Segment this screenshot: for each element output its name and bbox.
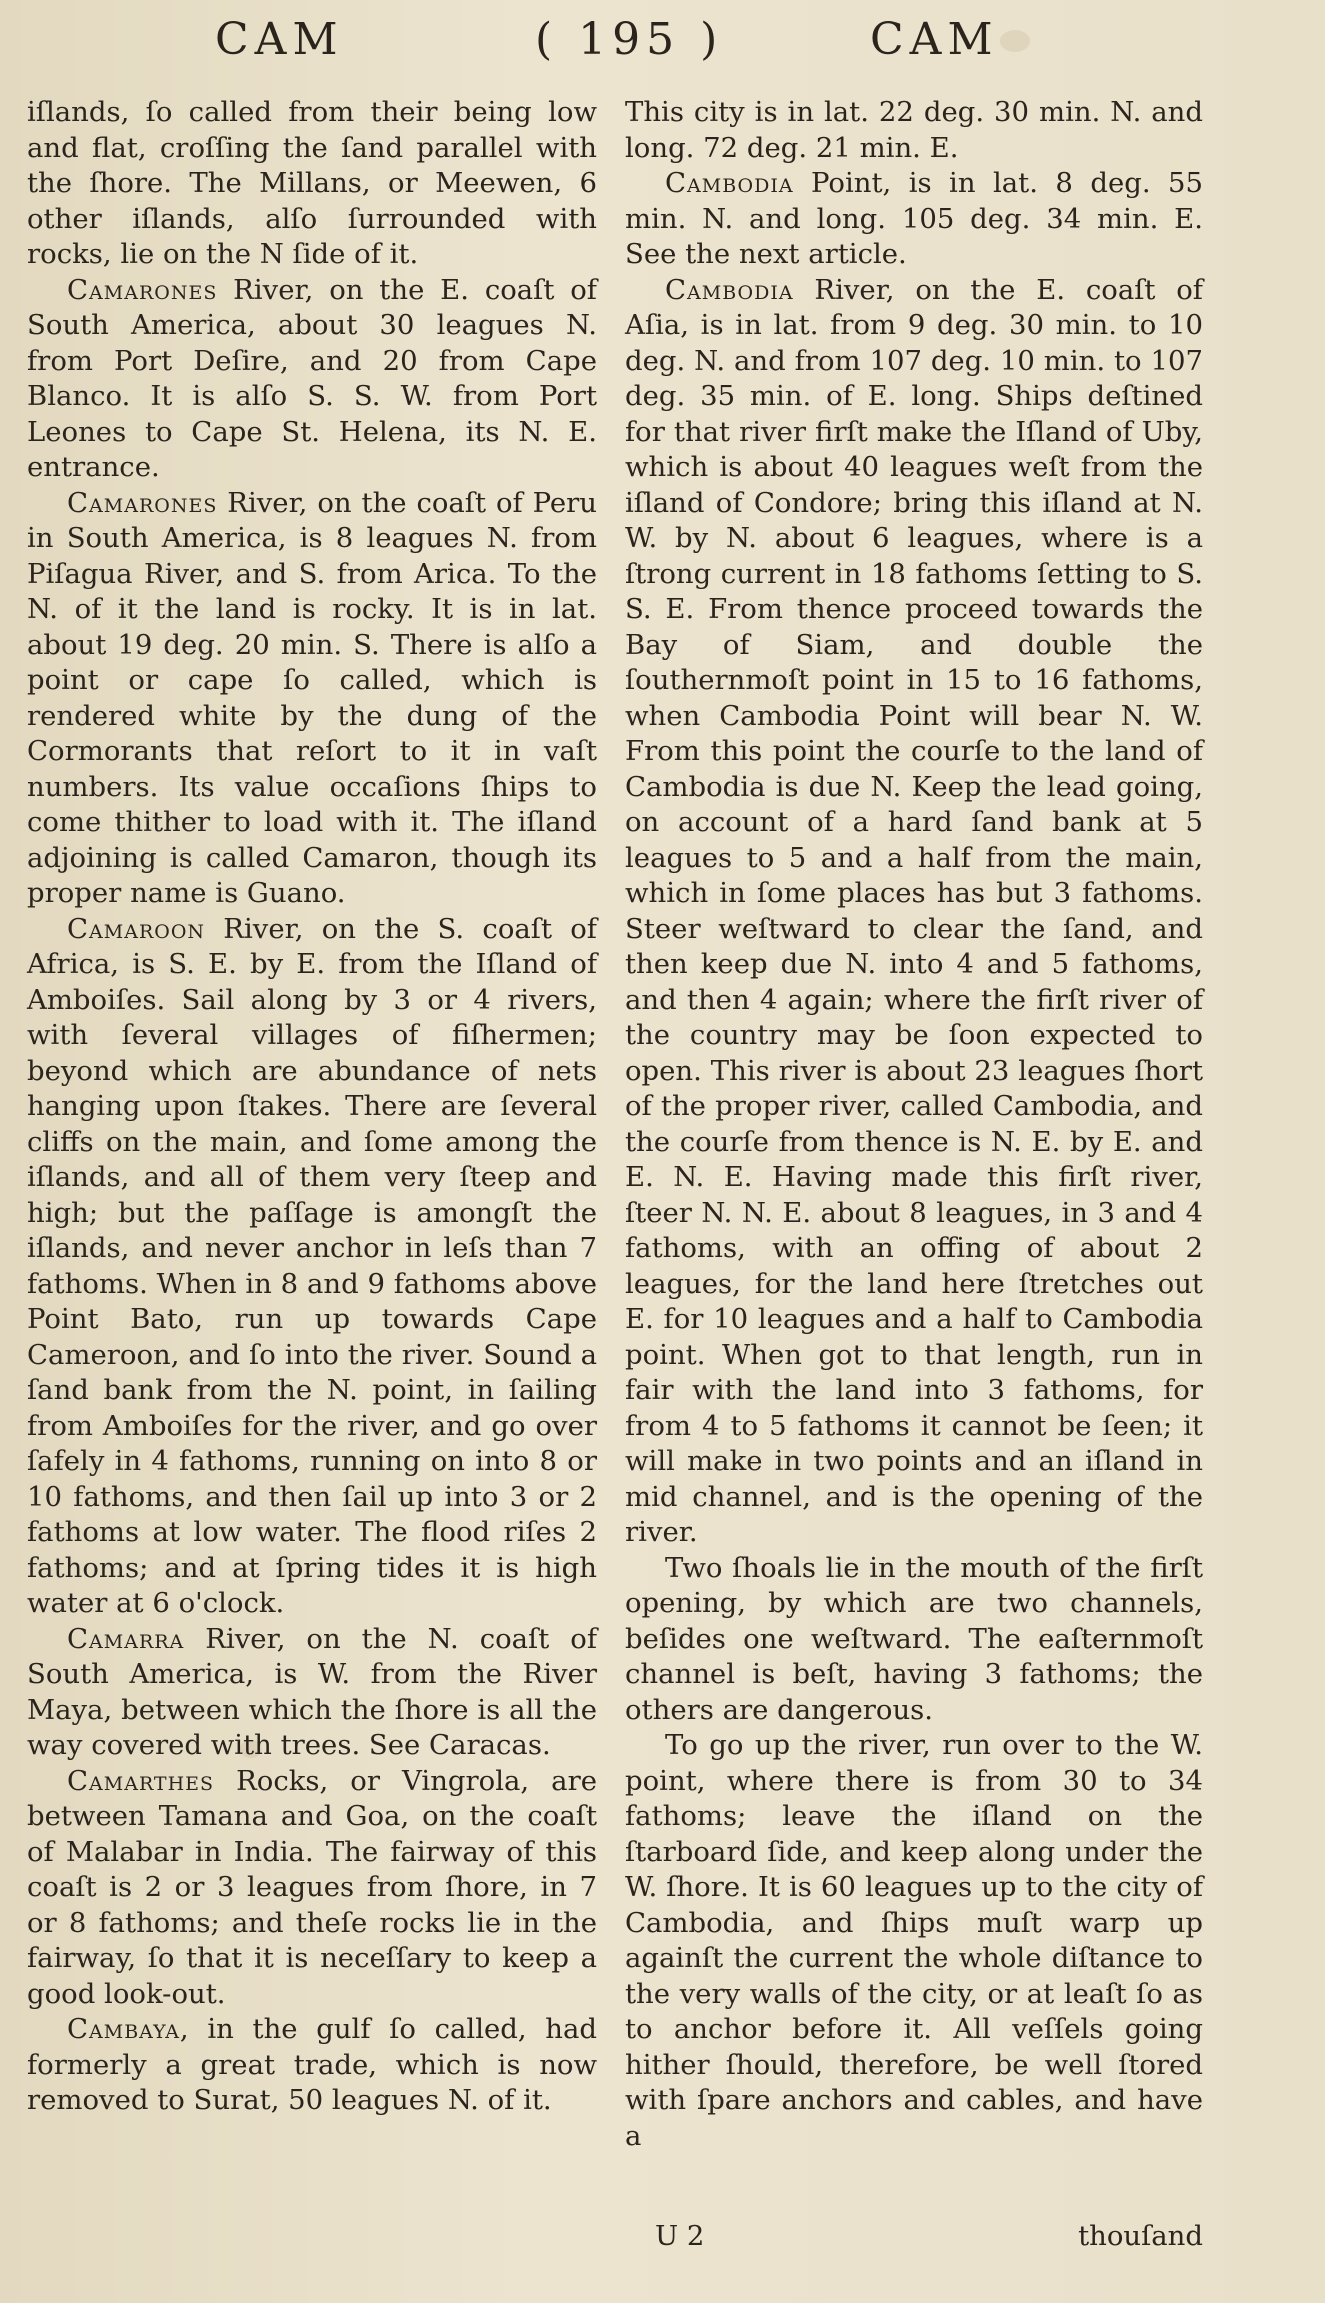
entry-paragraph: Camarra River, on the N. coaſt of South America, is W. from the River Maya, between which the ſhore is all the way covered with trees. See Caracas. (27, 1622, 597, 1761)
entry-headword: Camarra (67, 1622, 185, 1655)
entry-paragraph: Camaroon River, on the S. coaſt of Africa, is S. E. by E. from the Iſland of Amboiſes. Sail along by 3 or 4 rivers, with ſeveral villages of fiſhermen; beyond which are abundance of nets hanging upon ſtakes. There are ſeveral cliffs on the main, and ſome among the iſlands, and all of them very ſteep and high; but the paſſage is amongſt the iſlands, and never anchor in leſs than 7 fathoms. When in 8 and 9 fathoms above Point Bato, run up towards Cape Cameroon, and ſo into the river. Sound a ſand bank from the N. point, in ſailing from Amboiſes for the river, and go over ſafely in 4 fathoms, running on into 8 or 10 fathoms, and then ſail up into 3 or 2 fathoms at low water. The flood riſes 2 fathoms; and at ſpring tides it is high water at 6 o'clock. (27, 912, 597, 1619)
entry-headword: Camarthes (67, 1764, 215, 1797)
entry-paragraph: Cambodia River, on the E. coaſt of Aſia, is in lat. from 9 deg. 30 min. to 10 deg. N. and from 107 deg. 10 min. to 107 deg. 35 min. of E. long. Ships deſtined for that river firſt make the Iſland of Uby, which is about 40 leagues weſt from the iſland of Condore; bring this iſland at N. W. by N. about 6 leagues, where is a ſtrong current in 18 fathoms ſetting to S. S. E. From thence proceed towards the Bay of Siam, and double the ſouthernmoſt point in 15 to 16 fathoms, when Cambodia Point will bear N. W. From this point the courſe to the land of Cambodia is due N. Keep the lead going, on account of a hard ſand bank at 5 leagues to 5 and a half from the main, which in ſome places has but 3 fathoms. Steer weſtward to clear the ſand, and then keep due N. into 4 and 5 fathoms, and then 4 again; where the firſt river of the country may be ſoon expected to open. This river is about 23 leagues ſhort of the proper river, called Cambodia, and the courſe from thence is N. E. by E. and E. N. E. Having made this firſt river, ſteer N. N. E. about 8 leagues, in 3 and 4 fathoms, with an offing of about 2 leagues, for the land here ſtretches out E. for 10 leagues and a half to Cambodia point. When got to that length, run in fair with the land into 3 fathoms, for from 4 to 5 fathoms it cannot be ſeen; it will make in two points and an iſland in mid channel, and is the opening of the river. (625, 273, 1203, 1548)
entry-paragraph: Cambaya, in the gulf ſo called, had formerly a great trade, which is now removed to Surat, 50 leagues N. of it. (27, 2013, 597, 2116)
header-left-word: CAM (215, 14, 344, 65)
entry-headword: Cambaya (67, 2013, 180, 2045)
entry-headword: Camarones (67, 273, 218, 306)
entry-headword: Camaroon (67, 912, 206, 945)
page-footer (625, 2220, 1203, 2256)
left-column (27, 95, 597, 2119)
entry-paragraph: Camarthes Rocks, or Vingrola, are between Tamana and Goa, on the coaſt of Malabar in India. The fairway of this coaſt is 2 or 3 leagues from ſhore, in 7 or 8 fathoms; and theſe rocks lie in the fairway, ſo that it is neceſſary to keep a good look-out. (27, 1764, 597, 2010)
entry-paragraph: Camarones River, on the coaſt of Peru in South America, is 8 leagues N. from Piſagua River, and S. from Arica. To the N. of it the land is rocky. It is in lat. about 19 deg. 20 min. S. There is alſo a point or cape ſo called, which is rendered white by the dung of the Cormorants that reſort to it in vaſt numbers. Its value occaſions ſhips to come thither to load with it. The iſland adjoining is called Camaron, though its proper name is Guano. (27, 486, 597, 909)
entry-paragraph: iſlands, ſo called from their being low and flat, croſſing the ſand parallel with the ſhore. The Millans, or Meewen, 6 other iſlands, alſo ſurrounded with rocks, lie on the N ſide of it. (27, 96, 597, 270)
page-number: ( 195 ) (535, 14, 724, 65)
entry-headword: Cambodia (665, 167, 794, 199)
entry-headword: Cambodia (665, 273, 794, 306)
header-right-word: CAM (870, 14, 999, 65)
signature-mark: U 2 (655, 2220, 705, 2252)
entry-headword: Camarones (67, 486, 218, 519)
right-column (625, 95, 1203, 2154)
entry-paragraph: This city is in lat. 22 deg. 30 min. N. and long. 72 deg. 21 min. E. (625, 96, 1203, 164)
entry-paragraph: Camarones River, on the E. coaſt of South America, about 30 leagues N. from Port Deſire, and 20 from Cape Blanco. It is alſo S. S. W. from Port Leones to Cape St. Helena, its N. E. entrance. (27, 273, 597, 483)
catchword: thouſand (1078, 2220, 1203, 2252)
running-header (0, 14, 1325, 64)
entry-paragraph: Two ſhoals lie in the mouth of the firſt opening, by which are two channels, beſides one weſtward. The eaſternmoſt channel is beſt, having 3 fathoms; the others are dangerous. (625, 1551, 1203, 1726)
entry-paragraph: To go up the river, run over to the W. point, where there is from 30 to 34 fathoms; leave the iſland on the ſtarboard ſide, and keep along under the W. ſhore. It is 60 leagues up to the city of Cambodia, and ſhips muſt warp up againſt the current the whole diſtance to the very walls of the city, or at leaſt ſo as to anchor before it. All veſſels going hither ſhould, therefore, be well ſtored with ſpare anchors and cables, and have a (625, 1729, 1203, 2152)
entry-paragraph: Cambodia Point, is in lat. 8 deg. 55 min. N. and long. 105 deg. 34 min. E. See the next article. (625, 167, 1203, 270)
